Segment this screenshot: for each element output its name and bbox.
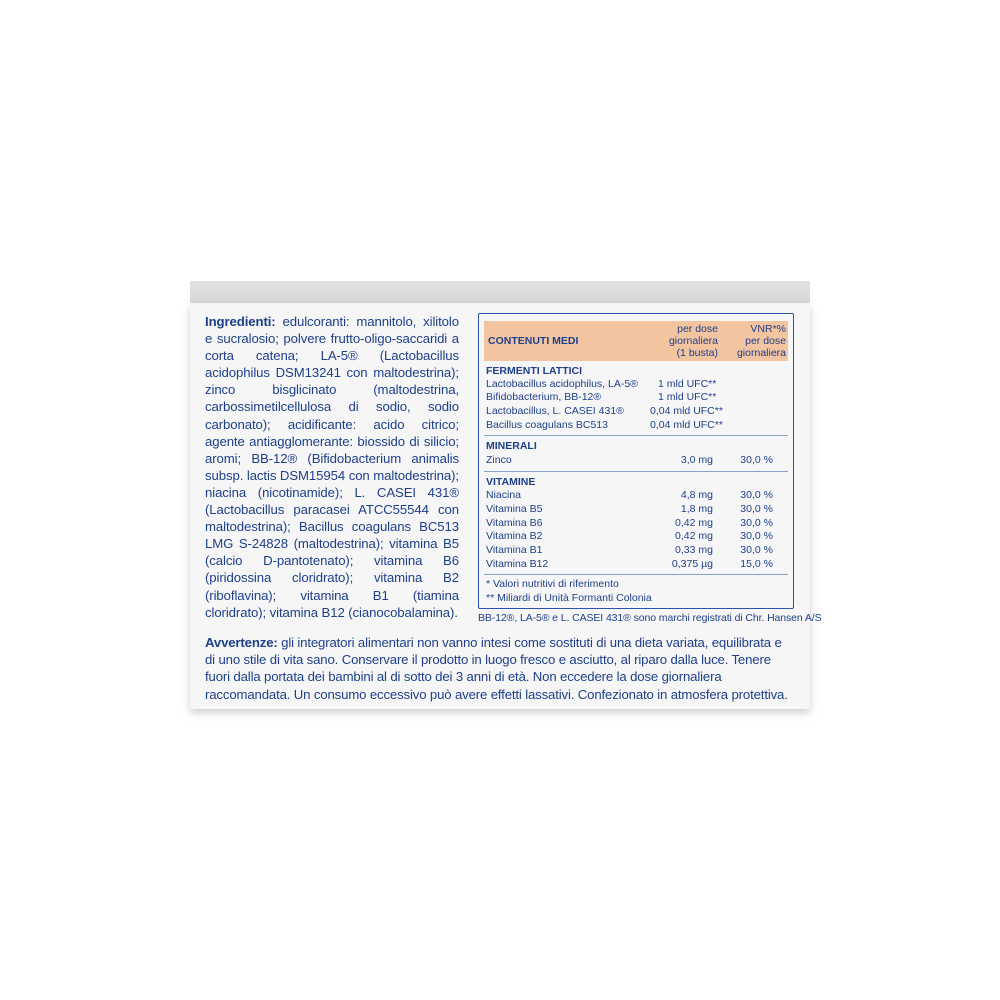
row-qty: 0,04 mld UFC** bbox=[650, 405, 723, 417]
row-name: Vitamina B2 bbox=[486, 530, 543, 542]
table-divider bbox=[484, 435, 788, 436]
warnings-text: gli integratori alimentari non vanno intesi come sostituti di una dieta variata, equilibrata e di uno stile di vita sano. Conservare il prodotto in luogo fresco e asciutto, al riparo dalla luce. Tenere fuori dalla portata dei bambini al di sotto dei 3 anni di età. Non eccedere la dose giornaliera raccomandata. Un consumo eccessivo può avere effetti lassativi. Confezionato in atmosfera protettiva. bbox=[205, 635, 788, 702]
row-name: Bifidobacterium, BB-12® bbox=[486, 391, 602, 403]
row-qty: 0,33 mg bbox=[675, 544, 713, 556]
row-vnr: 30,0 % bbox=[740, 530, 773, 542]
table-row bbox=[486, 405, 786, 418]
header-daily-dose: per dose giornaliera (1 busta) bbox=[668, 323, 718, 359]
row-qty: 0,04 mld UFC** bbox=[650, 419, 723, 431]
section-minerali-title: MINERALI bbox=[486, 440, 537, 452]
table-row bbox=[486, 454, 786, 467]
row-name: Niacina bbox=[486, 489, 522, 501]
table-row bbox=[486, 378, 786, 391]
section-fermenti-title: FERMENTI LATTICI bbox=[486, 365, 583, 377]
header-contents: CONTENUTI MEDI bbox=[488, 335, 579, 347]
footnote-vnr: * Valori nutritivi di riferimento bbox=[486, 578, 619, 590]
section-vitamine-title: VITAMINE bbox=[486, 476, 536, 488]
row-name: Zinco bbox=[486, 454, 512, 466]
trademark-note: BB-12®, LA-5® e L. CASEI 431® sono marchi registrati di Chr. Hansen A/S bbox=[478, 612, 822, 624]
footnote-ufc: ** Miliardi di Unità Formanti Colonia bbox=[486, 592, 652, 604]
row-vnr: 30,0 % bbox=[740, 503, 773, 515]
nutrition-table-header bbox=[484, 321, 788, 361]
row-name: Vitamina B5 bbox=[486, 503, 543, 515]
ingredients-label: Ingredienti: bbox=[205, 314, 276, 329]
row-qty: 0,42 mg bbox=[675, 530, 713, 542]
row-vnr: 30,0 % bbox=[740, 489, 773, 501]
row-qty: 4,8 mg bbox=[680, 489, 713, 501]
header-vnr: VNR*% per dose giornaliera bbox=[736, 323, 786, 359]
row-vnr: 30,0 % bbox=[740, 454, 773, 466]
ingredients-text: edulcoranti: mannitolo, xilitolo e sucralosio; polvere frutto-oligo-saccaridi a corta catena; LA-5® (Lactobacillus acidophilus DSM13241 con maltodestrina); zinco bisglicinato (maltodestrina, carbossimetilcellulosa di sodio, sodio carbonato); acidificante: acido citrico; agente antiagglomerante: biossido di silicio; aromi; BB-12® (Bifidobacterium animalis subsp. lactis DSM15954 con maltodestrina); niacina (nicotinamide); L. CASEI 431® (Lactobacillus paracasei ATCC55544 con maltodestrina); Bacillus coagulans BC513 LMG S-24828 (maltodestrina); vitamina B5 (calcio D-pantotenato); vitamina B6 (piridossina cloridrato); vitamina B2 (riboflavina); vitamina B1 (tiamina cloridrato); vitamina B12 (cianocobalamina). bbox=[205, 314, 459, 620]
table-row bbox=[486, 391, 786, 404]
table-row bbox=[486, 517, 786, 530]
row-name: Lactobacillus, L. CASEI 431® bbox=[486, 405, 624, 417]
row-qty: 1,8 mg bbox=[680, 503, 713, 515]
table-row bbox=[486, 530, 786, 543]
table-row bbox=[486, 503, 786, 516]
ingredients-paragraph bbox=[205, 313, 459, 621]
row-qty: 3,0 mg bbox=[680, 454, 713, 466]
table-row bbox=[486, 419, 786, 432]
table-divider bbox=[484, 574, 788, 575]
row-name: Bacillus coagulans BC513 bbox=[486, 419, 608, 431]
table-divider bbox=[484, 471, 788, 472]
row-name: Vitamina B12 bbox=[486, 558, 549, 570]
row-vnr: 15,0 % bbox=[740, 558, 773, 570]
table-row bbox=[486, 544, 786, 557]
row-name: Lactobacillus acidophilus, LA-5® bbox=[486, 378, 638, 390]
table-row bbox=[486, 558, 786, 571]
row-qty: 1 mld UFC** bbox=[658, 378, 717, 390]
package-top-edge bbox=[190, 281, 810, 303]
row-vnr: 30,0 % bbox=[740, 517, 773, 529]
row-qty: 1 mld UFC** bbox=[658, 391, 717, 403]
warnings-label: Avvertenze: bbox=[205, 635, 278, 650]
warnings-paragraph bbox=[205, 634, 792, 703]
row-name: Vitamina B1 bbox=[486, 544, 543, 556]
table-row bbox=[486, 489, 786, 502]
row-qty: 0,42 mg bbox=[675, 517, 713, 529]
row-vnr: 30,0 % bbox=[740, 544, 773, 556]
row-name: Vitamina B6 bbox=[486, 517, 543, 529]
row-qty: 0,375 µg bbox=[671, 558, 713, 570]
